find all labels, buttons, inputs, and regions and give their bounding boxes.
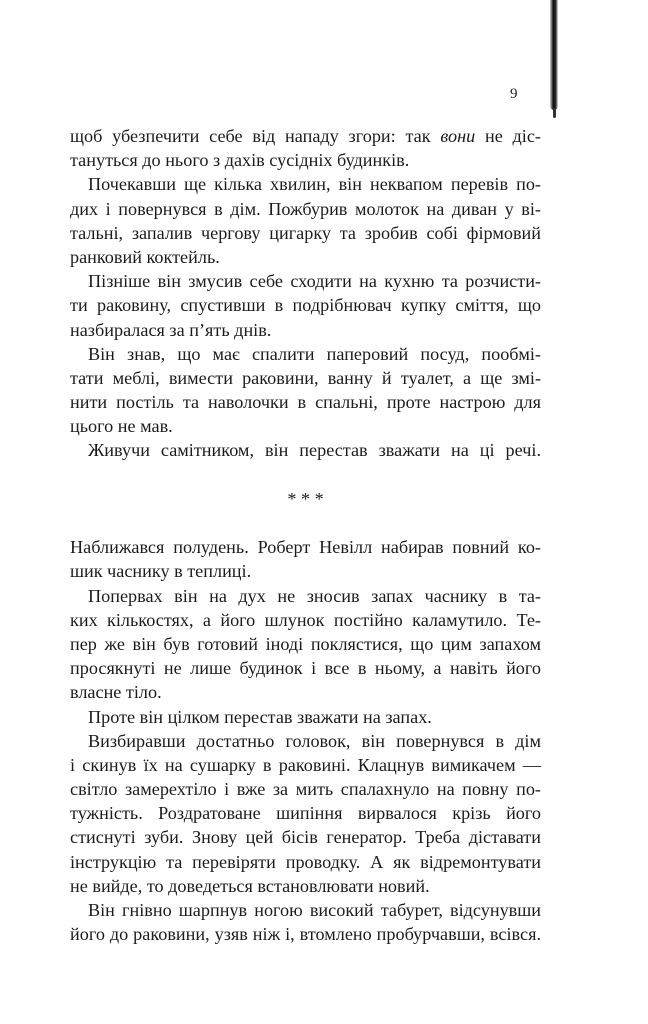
text-segment: Він знав, що має спалити паперовий посуд, пообмі- <box>88 343 541 364</box>
text-line <box>70 438 541 462</box>
text-line <box>70 874 541 898</box>
text-line <box>70 293 541 317</box>
text-line <box>70 172 541 196</box>
text-segment: Почекавши ще кілька хвилин, він неквапом перевів по- <box>88 174 541 195</box>
text-segment: просякнуті не лише будинок і все в ньому, а навіть його <box>70 658 541 679</box>
page-number: 9 <box>510 86 518 102</box>
text-segment: його до раковини, узяв ніж і, втомлено пробурчавши, всівся. <box>70 924 541 945</box>
text-line <box>70 729 541 753</box>
text-line <box>70 269 541 293</box>
text-line <box>70 584 541 608</box>
text-line <box>70 898 541 922</box>
text-line <box>70 559 541 583</box>
text-segment: шик часнику в теплиці. <box>70 561 252 582</box>
book-spine-shadow-tail <box>553 108 556 118</box>
text-line <box>70 366 541 390</box>
text-segment: інструкцію та перевіряти проводку. А як відремонтувати <box>70 851 541 872</box>
text-segment: не діс- <box>475 126 541 146</box>
text-line <box>70 197 541 221</box>
blank-line <box>70 511 541 535</box>
text-segment: Попервах він на дух не зносив запах часнику в та- <box>88 585 541 606</box>
text-segment: * * * <box>287 488 324 509</box>
text-segment: Визбиравши достатньо головок, він повернувся в дім <box>88 730 541 751</box>
text-segment: стиснуті зуби. Знову цей бісів генератор. Треба діставати <box>70 827 541 848</box>
text-segment: ких кількостях, а його шлунок постійно каламутило. Те- <box>70 609 541 630</box>
text-line <box>70 777 541 801</box>
text-line <box>70 245 541 269</box>
text-segment: цього не мав. <box>70 416 173 437</box>
text-line <box>70 342 541 366</box>
text-line <box>70 922 541 946</box>
text-segment: ранковий коктейль. <box>70 246 220 267</box>
text-segment: Він гнівно шарпнув ногою високий табурет, відсунувши <box>88 900 541 920</box>
text-line <box>70 608 541 632</box>
blank-line <box>70 463 541 487</box>
text-line <box>70 318 541 342</box>
text-segment: ти раковину, спустивши в подрібнювач купку сміття, що <box>70 295 541 316</box>
text-segment: тануться до нього з дахів сусідніх будинків. <box>70 150 410 171</box>
text-segment: Живучи самітником, він перестав зважати на ці речі. <box>88 440 541 461</box>
text-segment: світло замерехтіло і вже за мить спалахнуло на повну по- <box>70 779 541 800</box>
text-line <box>70 221 541 245</box>
text-line <box>70 753 541 777</box>
text-line <box>70 148 541 172</box>
text-segment: не вийде, то доведеться встановлювати новий. <box>70 875 430 896</box>
text-line <box>70 705 541 729</box>
section-separator <box>70 487 541 511</box>
page-text <box>70 124 541 946</box>
book-spine-shadow <box>550 0 558 110</box>
text-line <box>70 535 541 559</box>
text-segment: власне тіло. <box>70 682 162 703</box>
emphasized-word: вони <box>440 126 476 146</box>
text-line <box>70 390 541 414</box>
text-segment: тужність. Роздратоване шипіння вирвалося крізь його <box>70 803 541 824</box>
text-segment: щоб убезпечити себе від нападу згори: так <box>70 126 441 146</box>
text-segment: Пізніше він змусив себе сходити на кухню та розчисти- <box>88 271 541 292</box>
text-line <box>70 414 541 438</box>
text-segment: пер же він був готовий іноді поклястися, що цим запахом <box>70 633 541 654</box>
text-segment: Наближався полудень. Роберт Невілл набирав повний ко- <box>70 537 541 558</box>
text-segment: тати меблі, вимести раковини, ванну й туалет, а ще змі- <box>70 367 541 388</box>
text-line <box>70 124 541 148</box>
text-segment: тальні, запалив чергову цигарку та зробив собі фірмовий <box>70 222 541 243</box>
text-segment: дих і повернувся в дім. Пожбурив молоток на диван у ві- <box>70 198 541 219</box>
text-segment: нити постіль та наволочки в спальні, проте настрою для <box>70 392 541 413</box>
text-segment: Проте він цілком перестав зважати на запах. <box>88 706 432 727</box>
text-line <box>70 801 541 825</box>
text-segment: назбиралася за п’ять днів. <box>70 319 272 340</box>
text-segment: і скинув їх на сушарку в раковині. Клацнув вимикачем — <box>70 754 541 775</box>
text-line <box>70 680 541 704</box>
text-line <box>70 850 541 874</box>
text-line <box>70 656 541 680</box>
text-line <box>70 825 541 849</box>
text-line <box>70 632 541 656</box>
